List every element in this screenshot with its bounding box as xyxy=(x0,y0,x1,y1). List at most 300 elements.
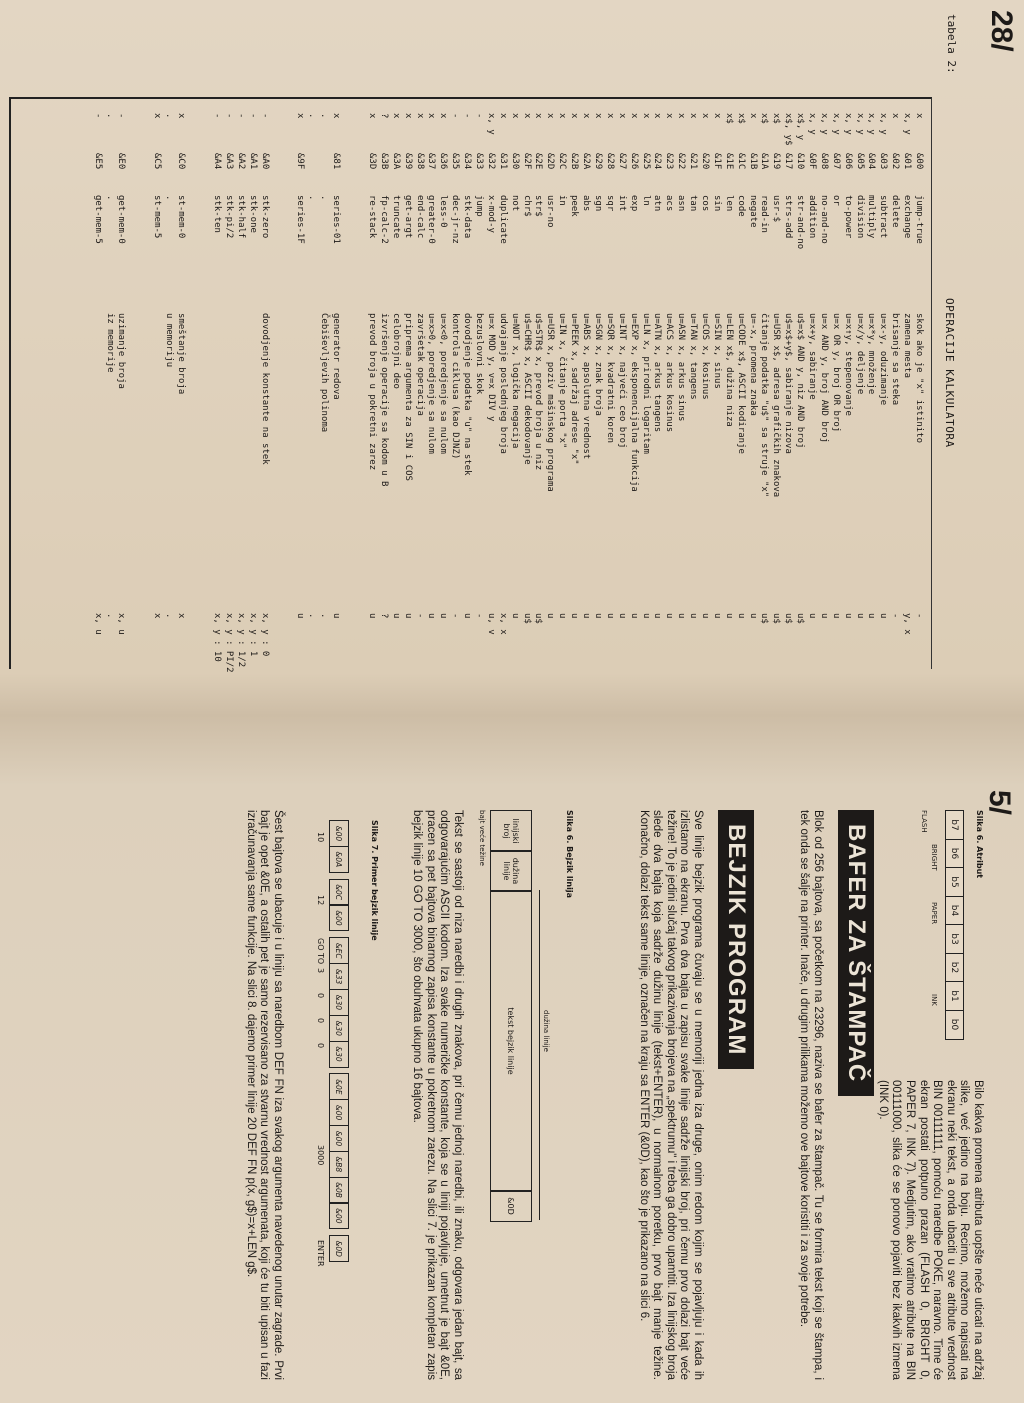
code-cell: &27 xyxy=(616,153,627,170)
table-row xyxy=(317,113,329,668)
operand-cell: x xyxy=(914,113,924,119)
name-cell: . xyxy=(319,195,330,201)
name-cell: x-mod-y xyxy=(485,195,496,233)
description-cell: u$=STR$ x, prevod broja u niz xyxy=(533,313,544,471)
name-cell: atn xyxy=(652,195,663,212)
line-number-box: linijski broj xyxy=(490,810,532,852)
result-cell: u xyxy=(390,613,401,619)
table-label: tabela 2: xyxy=(945,14,958,74)
description-cell: završetak operacija xyxy=(414,313,425,416)
name-cell: st-mem-5 xyxy=(152,195,163,239)
result-cell: u xyxy=(723,613,734,619)
length-arrow xyxy=(539,890,540,1220)
table-row xyxy=(162,113,174,668)
name-cell: end-calc xyxy=(414,195,425,239)
name-cell: stk-half xyxy=(235,195,246,239)
result-cell: u xyxy=(652,613,663,619)
operand-cell: ? xyxy=(378,113,389,119)
operand-cell: - xyxy=(474,113,485,119)
description-cell: bezuslovni skok xyxy=(474,313,485,395)
result-cell: u xyxy=(592,613,603,619)
operand-cell: x xyxy=(367,113,378,119)
name-cell: jump xyxy=(474,195,485,217)
operand-cell: x xyxy=(890,113,901,119)
table-row xyxy=(639,113,651,668)
name-cell: len xyxy=(723,195,734,212)
group-spacer xyxy=(329,930,349,937)
result-cell: u xyxy=(676,613,687,619)
name-cell: series-1F xyxy=(295,195,306,244)
code-cell: &2D xyxy=(545,153,556,170)
byte-cell: &30 xyxy=(329,1041,349,1068)
result-cell: u xyxy=(462,613,473,619)
description-cell: u=x*y, množenje xyxy=(866,313,877,395)
operand-cell: x$ xyxy=(735,113,746,124)
table-row xyxy=(591,113,603,668)
code-cell: &3B xyxy=(378,153,389,170)
table-row xyxy=(448,113,460,668)
name-cell: exp xyxy=(628,195,639,212)
byte-row-labels xyxy=(305,820,325,1380)
byte-cell: &0D xyxy=(329,1235,349,1262)
label-12: 12 xyxy=(316,895,325,906)
table-spacer xyxy=(341,113,365,668)
code-cell: &3D xyxy=(367,153,378,170)
operand-cell: x xyxy=(438,113,449,119)
name-cell: usr-$ xyxy=(771,195,782,223)
result-cell: u xyxy=(818,613,829,619)
operand-cell: x xyxy=(390,113,401,119)
result-cell: u xyxy=(842,613,853,619)
result-cell: u xyxy=(866,613,877,619)
code-cell: &2F xyxy=(521,153,532,170)
paragraph-printer-buffer: Blok od 256 bajtova, sa početkom na 23296, naziva se bafer za štampač. Tu se formira tekst koji se štampa, i tek onda se šalje na printer. Inače, u drugim prilikama možemo ove bajtove koristiti i za svoje potrebe. xyxy=(798,810,824,1380)
length-label: dužina linije xyxy=(542,1010,550,1052)
description-cell: kontrola ciklusa (kao DJNZ) xyxy=(450,313,461,460)
result-cell: - xyxy=(450,613,461,619)
name-cell: st-mem-0 xyxy=(176,195,187,239)
operand-cell: x xyxy=(426,113,437,119)
table-row xyxy=(246,113,258,668)
code-cell: &2B xyxy=(569,153,580,170)
result-cell: u xyxy=(830,613,841,619)
code-cell: &35 xyxy=(450,153,461,170)
flash-label: FLASH xyxy=(920,810,928,833)
code-cell: &A4 xyxy=(212,153,223,170)
table-row xyxy=(544,113,556,668)
table-row xyxy=(841,113,853,668)
name-cell: asn xyxy=(676,195,687,212)
operand-cell: x xyxy=(604,113,615,119)
table-row xyxy=(758,113,770,668)
name-cell: . xyxy=(104,195,115,201)
operand-cell: - xyxy=(462,113,473,119)
code-cell: &1C xyxy=(735,153,746,170)
result-cell: y, x xyxy=(902,613,913,635)
table-row xyxy=(294,113,306,668)
operand-cell: x, y xyxy=(830,113,841,135)
description-cell: u=x↑y, stepenovanje xyxy=(842,313,853,416)
table-row xyxy=(674,113,686,668)
byte-cell: &00 xyxy=(329,820,349,847)
code-cell: &9F xyxy=(295,153,306,170)
result-cell: u xyxy=(331,613,342,619)
result-cell: u$ xyxy=(783,613,794,624)
description-cell: u=TAN x, tangens xyxy=(688,313,699,400)
description-cell: dovodjenje konstante na stek xyxy=(259,313,270,465)
table-row xyxy=(365,113,377,668)
description-cell: u$=x$+y$, sabiranje nizova xyxy=(783,313,794,454)
name-cell: negate xyxy=(747,195,758,228)
operand-cell: x xyxy=(616,113,627,119)
name-cell: str$ xyxy=(533,195,544,217)
result-cell: . xyxy=(307,613,318,619)
code-cell: &38 xyxy=(414,153,425,170)
description-cell: priprema argumenta za SIN i COS xyxy=(402,313,413,481)
result-cell: u xyxy=(426,613,437,619)
result-cell: . xyxy=(104,613,115,619)
table-row xyxy=(662,113,674,668)
byte-cell: &30 xyxy=(329,1015,349,1042)
result-cell: x xyxy=(176,613,187,619)
operand-cell: x xyxy=(747,113,758,119)
name-cell: read-in xyxy=(759,195,770,233)
result-cell: u xyxy=(735,613,746,619)
code-cell: &32 xyxy=(485,153,496,170)
result-cell: u, v xyxy=(485,613,496,635)
label-10: 10 xyxy=(316,832,325,843)
operand-cell: - xyxy=(259,113,270,119)
code-cell: &29 xyxy=(592,153,603,170)
operand-cell: x$, y xyxy=(795,113,806,141)
name-cell: in xyxy=(557,195,568,206)
code-cell: &A3 xyxy=(223,153,234,170)
name-cell: series-01 xyxy=(331,195,342,244)
name-cell: exchange xyxy=(902,195,913,239)
name-cell: stk-one xyxy=(247,195,258,233)
attribute-labels xyxy=(910,810,940,1070)
operand-cell: x xyxy=(509,113,520,119)
operand-cell: x xyxy=(581,113,592,119)
byte-cell: &00 xyxy=(329,904,349,931)
bit-box: b4 xyxy=(945,896,964,926)
operand-cell: - xyxy=(116,113,127,119)
description-cell: u=x>0, poredjenje sa nulom xyxy=(426,313,437,454)
result-cell: u xyxy=(628,613,639,619)
result-cell: - xyxy=(914,613,924,619)
description-cell: udvajanje poslednjeg broja xyxy=(497,313,508,454)
code-cell: &C5 xyxy=(152,153,163,170)
table-title: OPERACIJE KALKULATORA xyxy=(943,298,956,448)
attribute-byte-diagram xyxy=(945,810,964,1038)
result-cell: u$ xyxy=(795,613,806,624)
label-3: 3 xyxy=(316,968,325,974)
description-cell: u=INT x, najveći ceo broj xyxy=(616,313,627,449)
group-spacer xyxy=(329,1228,349,1235)
operand-cell: x, y xyxy=(485,113,496,135)
table-row xyxy=(532,113,544,668)
result-cell: u xyxy=(569,613,580,619)
operand-cell: x xyxy=(569,113,580,119)
operand-cell: x, y xyxy=(854,113,865,135)
label-0a: 0 xyxy=(316,993,325,999)
heading-printer-buffer: BAFER ZA ŠTAMPAČ xyxy=(838,810,874,1096)
name-cell: dec-jr-nz xyxy=(450,195,461,244)
table-row xyxy=(686,113,698,668)
code-cell: &2A xyxy=(581,153,592,170)
code-cell: &C0 xyxy=(176,153,187,170)
byte-cell: &00 xyxy=(329,1125,349,1152)
table-row xyxy=(734,113,746,668)
table-row xyxy=(401,113,413,668)
table-row xyxy=(627,113,639,668)
name-cell: truncate xyxy=(390,195,401,239)
paragraph-def-fn: Šest bajtova se ubacuje i u liniju sa naredbom DEF FN iza svakog argumenta navedenog unutar zagrade. Prvi bajt je opet &0E, a ostalih pet je samo rezervisano za stvarnu vrednost argumenata, koji će tu biti upisan u fazi izračunavanja same funkcije. Na slici 8. dajemo primer linije 20 DEF FN p(x, g$)=x+LEN g$. xyxy=(244,810,284,1380)
name-cell: get-mem-5 xyxy=(92,195,103,244)
name-cell: code xyxy=(735,195,746,217)
description-cell: skok ako je "x" istinito xyxy=(914,313,924,444)
name-cell: greater-0 xyxy=(426,195,437,244)
table-row xyxy=(103,113,115,668)
paragraph-text: Tekst se sastoji od niza naredbi i drugih znakova, pri čemu jednoj naredbi, ili znaku, odgovara jedan bajt, sa odgovarajućim ASCII kodom. Iza svake numeričke konstante, koja se u liniji pojavljuje, umetnut je bajt &0E, pracen sa pet bajtova binarnog zapisa konstante u pokretnom zarezu. Na slici 7. je prikazan kompletan zapis bejzik linije 10 GO TO 3000, što obuhvata ukupno 16 bajtova. xyxy=(411,810,464,1380)
figure-caption: Slika 6. Bejzik linija xyxy=(565,810,574,898)
table-row xyxy=(651,113,663,668)
line-length-box: dužina linije xyxy=(490,850,532,892)
operand-cell: x, y xyxy=(806,113,817,135)
table-row xyxy=(222,113,234,673)
description-cell: u=LEN x$, dužina niza xyxy=(723,313,734,427)
name-cell: addition xyxy=(806,195,817,239)
code-cell: &17 xyxy=(783,153,794,170)
high-byte-label: bajt veće težine xyxy=(478,810,486,866)
result-cell: u xyxy=(711,613,722,619)
operand-cell: x xyxy=(688,113,699,119)
result-cell: u xyxy=(581,613,592,619)
result-cell: x, x xyxy=(497,613,508,635)
result-cell: x xyxy=(152,613,163,619)
table-row xyxy=(912,113,924,668)
bit-box: b3 xyxy=(945,924,964,954)
code-cell: &22 xyxy=(676,153,687,170)
description-cell: u=NOT x, logička negacija xyxy=(509,313,520,449)
code-cell: &08 xyxy=(818,153,829,170)
name-cell: delete xyxy=(890,195,901,228)
byte-cell: &00 xyxy=(329,1099,349,1126)
code-cell: &0F xyxy=(806,153,817,170)
name-cell: str-and-no xyxy=(795,195,806,250)
name-cell: sqr xyxy=(604,195,615,212)
table-row xyxy=(888,113,900,668)
description-cell: u=-x, promena znaka xyxy=(747,313,758,416)
byte-cell: &30 xyxy=(329,989,349,1016)
operand-cell: x, y xyxy=(842,113,853,135)
description-cell: u$=x$ AND y, niz AND broj xyxy=(795,313,806,449)
description-cell: u=ABS x, apsolutna vrednost xyxy=(581,313,592,460)
name-cell: acs xyxy=(664,195,675,212)
code-cell: &25 xyxy=(640,153,651,170)
code-cell: &01 xyxy=(902,153,913,170)
figure-caption: Slika 7. Primer bejzik linije xyxy=(370,820,379,941)
result-cell: . xyxy=(164,613,175,619)
table-row xyxy=(234,113,246,668)
result-cell: - xyxy=(890,613,901,619)
table-spacer xyxy=(270,113,294,668)
operand-cell: x xyxy=(176,113,187,119)
table-row xyxy=(210,113,222,668)
byte-cell: &EC xyxy=(329,937,349,964)
operand-cell: x xyxy=(521,113,532,119)
right-page xyxy=(0,720,1024,1403)
operand-cell: - xyxy=(212,113,223,119)
table-row xyxy=(484,113,496,668)
description-cell: u=LN x, prirodni logaritam xyxy=(640,313,651,454)
table-row xyxy=(460,113,472,668)
operand-cell: x xyxy=(152,113,163,119)
paragraph-attribute: Bilo kakva promena atributa uopšte neće uticati na adržaj slike, već jedino na boju. Recimo, možemo napisati na ekranu neki tekst, a onda ubaciti u sve atribute vrednost BIN 00111111, pomoću naredbe POKE, naravno. Time će ekran postati potpuno prazan (FLASH 0, BRIGHT 0, PAPER 7, INK 7). Medjutim, ako vratimo atribute na BIN 00111000, slika će se ponovo pojaviti bez ikakvih izmena (INK 0). xyxy=(876,1080,984,1380)
description-cell: u=PEEK x, sadržaj adrese "x" xyxy=(569,313,580,465)
name-cell: sin xyxy=(711,195,722,212)
code-cell: &33 xyxy=(474,153,485,170)
line-text-box: tekst bejzik linije xyxy=(490,890,532,1192)
code-cell: &39 xyxy=(402,153,413,170)
result-cell: x, u xyxy=(92,613,103,635)
description-cell: u=CODE x$, ASCII kodiranje xyxy=(735,313,746,454)
table-row xyxy=(769,113,781,668)
result-cell: u xyxy=(688,613,699,619)
result-cell: u xyxy=(402,613,413,619)
paragraph-basic-program: Sve linije bejzik programa čuvaju se u memoriji jedna iza druge, onim redom kojim se pojavljuju i kada ih izlistamo na ekranu. Prva dva bajta u zapisu svake linije sadrže linijski broj, pri čemu prvo dolazi bajt veće težine! To je jedini slučaj takvog prikazivanja brojeva na „spektrumu" i treba ga dobro upamtiti. Iza linijskog broja slede dva bajta koja sadrže dužinu linije (tekst+ENTER), u normalnom poretku, prvo bajt manje težine. Konačno, dolazi tekst same linije, označen na kraju sa ENTER (&0D), kao što je prikazano na slici 6. xyxy=(637,810,704,1380)
result-cell: ? xyxy=(378,613,389,619)
enter-box: &0D xyxy=(490,1190,532,1222)
name-cell: get-mem-0 xyxy=(116,195,127,244)
name-cell: peek xyxy=(569,195,580,217)
name-cell: stk-ten xyxy=(212,195,223,233)
name-cell: stk-pi/2 xyxy=(223,195,234,239)
operand-cell: - xyxy=(247,113,258,119)
table-row xyxy=(817,113,829,668)
result-cell: u xyxy=(878,613,889,619)
table-row xyxy=(793,113,805,668)
ink-label: INK xyxy=(930,994,938,1006)
table-spacer xyxy=(126,113,150,668)
result-cell: u xyxy=(367,613,378,619)
table-row xyxy=(579,113,591,668)
result-cell: u$ xyxy=(521,613,532,624)
code-cell: &26 xyxy=(628,153,639,170)
operand-cell: x$ xyxy=(759,113,770,124)
result-cell: u xyxy=(664,613,675,619)
code-cell: &02 xyxy=(890,153,901,170)
operand-cell: x xyxy=(402,113,413,119)
result-cell: u xyxy=(604,613,615,619)
byte-cell: &0C xyxy=(329,879,349,906)
code-cell: &24 xyxy=(652,153,663,170)
result-cell: x, y : 10 xyxy=(212,613,223,662)
description-cell: uzimanje broja xyxy=(116,313,127,389)
code-cell: &04 xyxy=(866,153,877,170)
result-cell: x, y : 1/2 xyxy=(235,613,246,668)
name-cell: abs xyxy=(581,195,592,212)
code-cell: &A2 xyxy=(235,153,246,170)
byte-cell: &33 xyxy=(329,963,349,990)
table-row xyxy=(472,113,484,668)
operand-cell: x xyxy=(545,113,556,119)
operand-cell: . xyxy=(104,113,115,119)
name-cell: multiply xyxy=(866,195,877,239)
description-cell: u=x<0, poredjenje sa nulom xyxy=(438,313,449,454)
name-cell: stk-zero xyxy=(259,195,270,239)
name-cell: . xyxy=(307,195,318,201)
name-cell: strs-add xyxy=(783,195,794,239)
description-cell: brisanje sa steka xyxy=(890,313,901,406)
table-row xyxy=(305,113,317,668)
name-cell: less-0 xyxy=(438,195,449,228)
operand-cell: x xyxy=(295,113,306,119)
table-row xyxy=(710,113,722,668)
result-cell: u xyxy=(557,613,568,619)
operand-cell: . xyxy=(307,113,318,119)
result-cell: u xyxy=(295,613,306,619)
code-cell: &A1 xyxy=(247,153,258,170)
code-cell: &31 xyxy=(497,153,508,170)
table-row xyxy=(567,113,579,668)
result-cell: u xyxy=(438,613,449,619)
code-cell: &1B xyxy=(747,153,758,170)
result-cell: x, y : PI/2 xyxy=(223,613,234,673)
code-cell: &23 xyxy=(664,153,675,170)
description-cell: prevod broja u pokretni zarez xyxy=(367,313,378,471)
description-cell: u=USR x, poziv mašinskog programa xyxy=(545,313,556,492)
bit-box: b1 xyxy=(945,981,964,1011)
operand-cell: x xyxy=(331,113,342,119)
table-row xyxy=(876,113,888,668)
byte-cell: &0A xyxy=(329,846,349,873)
name-cell: to-power xyxy=(842,195,853,239)
code-cell: &03 xyxy=(878,153,889,170)
description-cell: u=x+y, sabiranje xyxy=(806,313,817,400)
table-row xyxy=(555,113,567,668)
description-cell: u=ATN x, arkus tangens xyxy=(652,313,663,433)
paper-label: PAPER xyxy=(930,902,938,925)
description-cell: u=SQR x, kvadratni koren xyxy=(604,313,615,444)
description-cell: u=COS x, kosinus xyxy=(699,313,710,400)
description-cell: u=IN x, čitanje porta "x" xyxy=(557,313,568,449)
description-cell: celobrojni deo xyxy=(390,313,401,389)
label-enter: ENTER xyxy=(316,1240,325,1267)
operand-cell: x xyxy=(557,113,568,119)
byte-row xyxy=(329,820,349,1261)
name-cell: usr-no xyxy=(545,195,556,228)
operand-cell: x, y xyxy=(866,113,877,135)
description-cell: u=x AND y, broj AND broj xyxy=(818,313,829,444)
code-cell: &20 xyxy=(699,153,710,170)
description-cell: izvršenje operacije sa kodom u B xyxy=(378,313,389,487)
name-cell: jump-true xyxy=(914,195,924,244)
description-cell: čitanje podatka "u$" sa struje "x" xyxy=(759,313,770,498)
byte-cell: &B8 xyxy=(329,1151,349,1178)
description-cell: u=x/y, deljenje xyxy=(854,313,865,395)
group-spacer xyxy=(329,872,349,879)
result-cell: u xyxy=(640,613,651,619)
name-cell: chr$ xyxy=(521,195,532,217)
operand-cell: - xyxy=(235,113,246,119)
figure-caption: Slika 6. Atribut xyxy=(975,810,984,879)
description-cell: u memoriju xyxy=(164,313,175,368)
code-cell: &34 xyxy=(462,153,473,170)
table-row xyxy=(520,113,532,668)
operand-cell: - xyxy=(92,113,103,119)
operand-cell: . xyxy=(319,113,330,119)
